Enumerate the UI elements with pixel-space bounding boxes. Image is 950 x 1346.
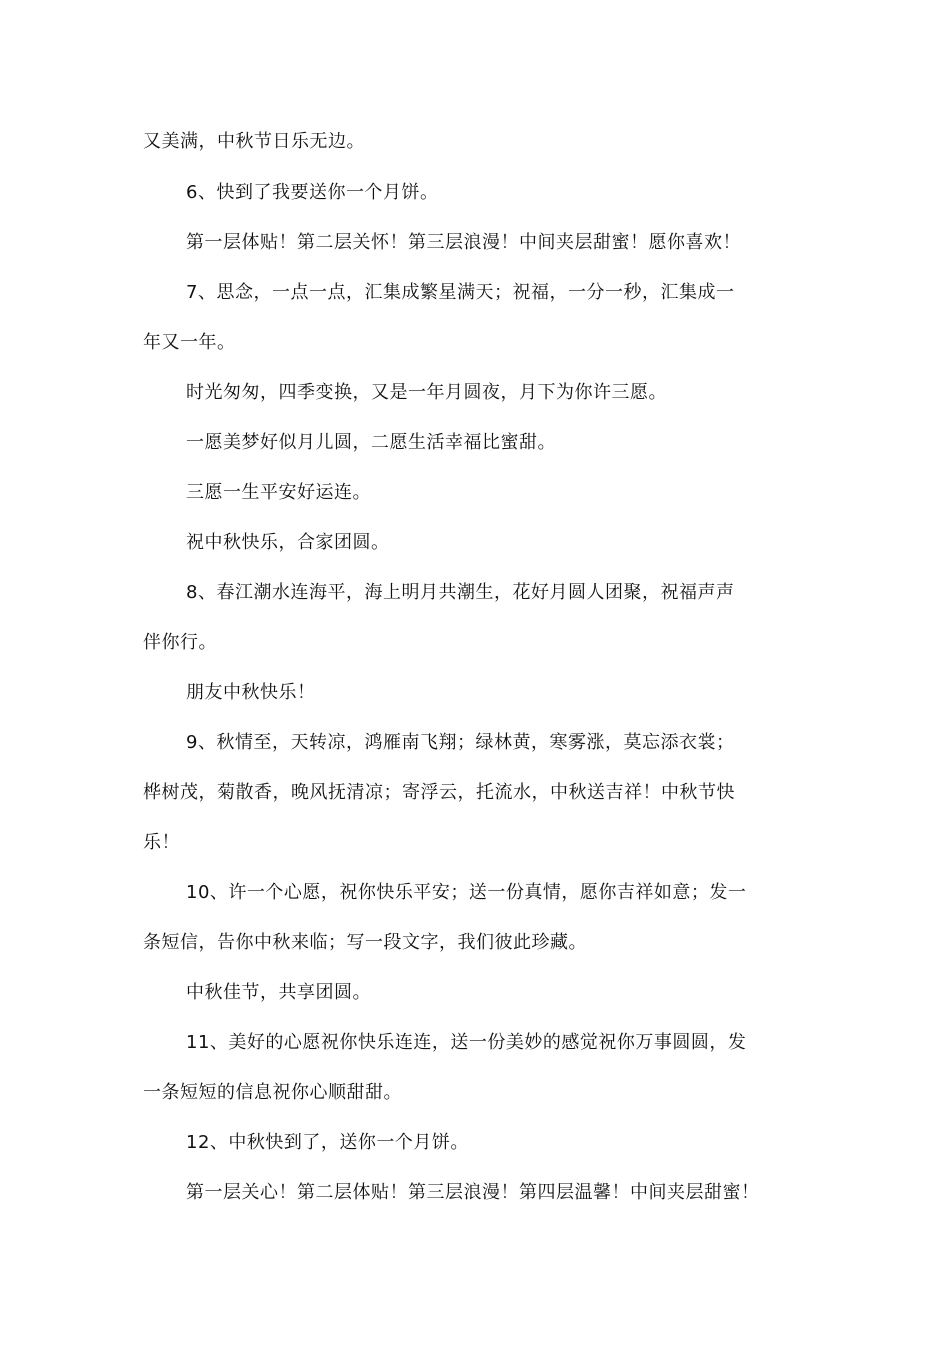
text-line: 一愿美梦好似月儿圆，二愿生活幸福比蜜甜。	[186, 432, 556, 453]
text-line: 6、快到了我要送你一个月饼。	[186, 182, 439, 203]
text-line: 10、许一个心愿，祝你快乐平安；送一份真情，愿你吉祥如意；发一	[186, 882, 747, 903]
text-line: 朋友中秋快乐！	[186, 682, 316, 703]
text-line: 乐！	[143, 832, 180, 853]
text-line: 12、中秋快到了，送你一个月饼。	[186, 1132, 469, 1153]
text-line: 第一层关心！第二层体贴！第三层浪漫！第四层温馨！中间夹层甜蜜！	[186, 1182, 760, 1203]
text-line: 祝中秋快乐，合家团圆。	[186, 532, 390, 553]
text-line: 7、思念，一点一点，汇集成繁星满天；祝福，一分一秒，汇集成一	[186, 282, 735, 303]
text-line: 一条短短的信息祝你心顺甜甜。	[143, 1082, 402, 1103]
text-line: 时光匆匆，四季变换，又是一年月圆夜，月下为你许三愿。	[186, 382, 667, 403]
text-line: 9、秋情至，天转凉，鸿雁南飞翔；绿林黄，寒雾涨，莫忘添衣裳；	[186, 732, 735, 753]
text-line: 条短信，告你中秋来临；写一段文字，我们彼此珍藏。	[143, 932, 587, 953]
text-line: 11、美好的心愿祝你快乐连连，送一份美妙的感觉祝你万事圆圆，发	[186, 1032, 747, 1053]
text-line: 桦树茂，菊散香，晚风抚清凉；寄浮云，托流水，中秋送吉祥！中秋节快	[143, 782, 735, 803]
text-line: 又美满，中秋节日乐无边。	[143, 131, 365, 152]
text-line: 三愿一生平安好运连。	[186, 482, 371, 503]
text-line: 8、春江潮水连海平，海上明月共潮生，花好月圆人团聚，祝福声声	[186, 582, 735, 603]
text-line: 年又一年。	[143, 332, 236, 353]
text-line: 第一层体贴！第二层关怀！第三层浪漫！中间夹层甜蜜！愿你喜欢！	[186, 232, 741, 253]
text-line: 中秋佳节，共享团圆。	[186, 982, 371, 1003]
text-line: 伴你行。	[143, 632, 217, 653]
